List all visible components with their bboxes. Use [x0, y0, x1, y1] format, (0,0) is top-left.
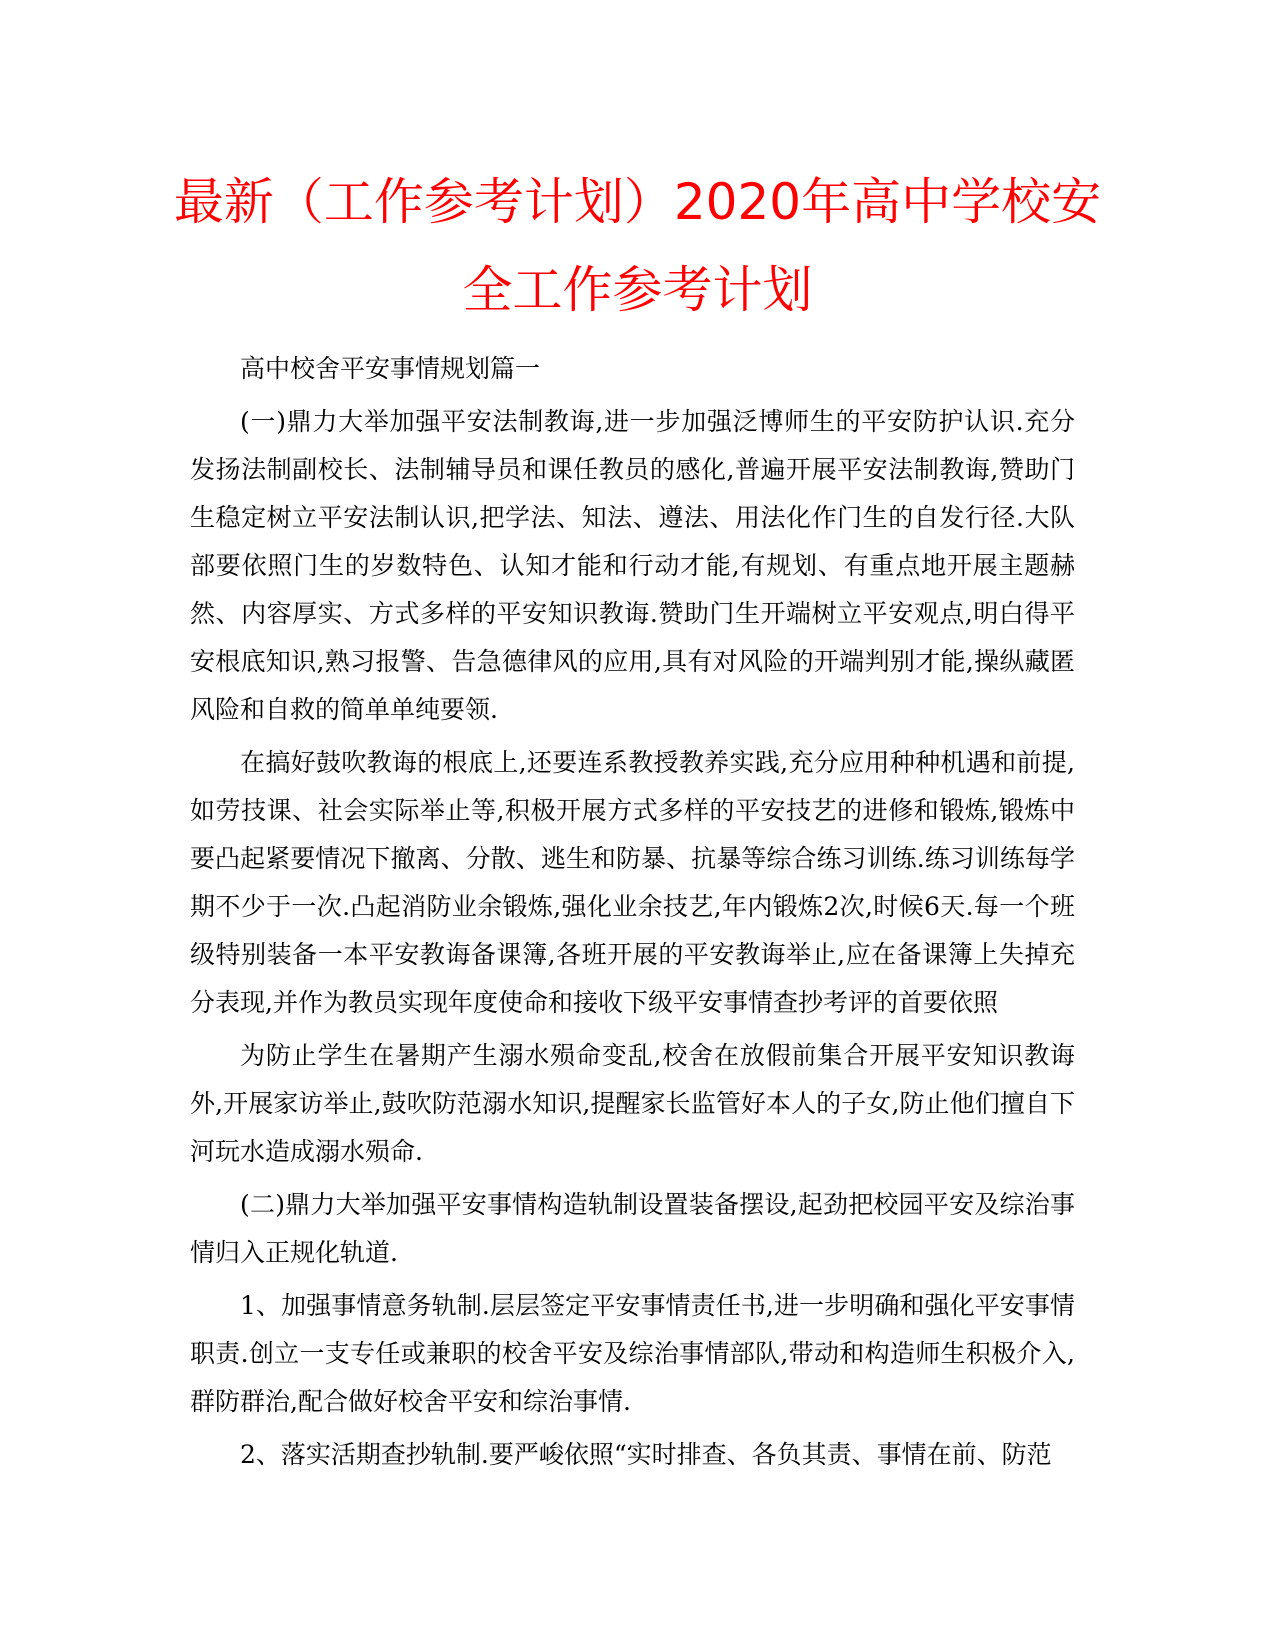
section-heading: 高中校舍平安事情规划篇一 — [240, 354, 541, 383]
document-title: 最新（工作参考计划）2020年高中学校安全工作参考计划 — [173, 173, 1102, 319]
paragraph: (二)鼎力大举加强平安事情构造轨制设置装备摆设,起劲把校园平安及综治事情归入正规化轨道. — [190, 1190, 1075, 1267]
document-body — [190, 345, 1075, 1484]
paragraph: 在搞好鼓吹教诲的根底上,还要连系教授教养实践,充分应用种种机遇和前提,如劳技课、社会实际举止等,积极开展方式多样的平安技艺的进修和锻炼,锻炼中要凸起紧要情况下撤离、分散、逃生和防暴、抗暴等综合练习训练.练习训练每学期不少于一次.凸起消防业余锻炼,强化业余技艺,年内锻炼2次,时候6天.每一个班级特别装备一本平安教诲备课簿,各班开展的平安教诲举止,应在备课簿上失掉充分表现,并作为教员实现年度使命和接收下级平安事情查抄考评的首要依照 — [190, 748, 1075, 1017]
paragraph: 1、加强事情意务轨制.层层签定平安事情责任书,进一步明确和强化平安事情职责.创立一支专任或兼职的校舍平安及综治事情部队,带动和构造师生积极介入,群防群治,配合做好校舍平安和综治事情. — [190, 1291, 1075, 1416]
paragraph: 2、落实活期查抄轨制.要严峻依照“实时排查、各负其责、事情在前、防范 — [240, 1440, 1052, 1469]
paragraph: (一)鼎力大举加强平安法制教诲,进一步加强泛博师生的平安防护认识.充分发扬法制副校长、法制辅导员和课任教员的感化,普遍开展平安法制教诲,赞助门生稳定树立平安法制认识,把学法、知法、遵法、用法化作门生的自发行径.大队部要依照门生的岁数特色、认知才能和行动才能,有规划、有重点地开展主题赫然、内容厚实、方式多样的平安知识教诲.赞助门生开端树立平安观点,明白得平安根底知识,熟习报警、告急德律风的应用,具有对风险的开端判别才能,操纵藏匿风险和自救的简单单纯要领. — [190, 407, 1075, 724]
paragraph: 为防止学生在暑期产生溺水殒命变乱,校舍在放假前集合开展平安知识教诲外,开展家访举止,鼓吹防范溺水知识,提醒家长监管好本人的子女,防止他们擅自下河玩水造成溺水殒命. — [190, 1041, 1075, 1166]
